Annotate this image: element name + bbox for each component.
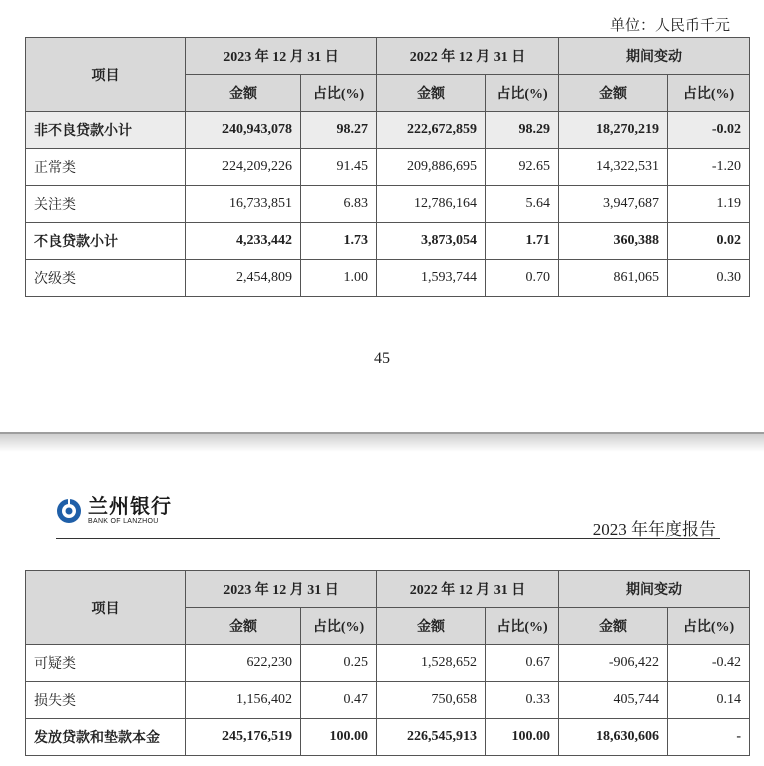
row-label-cell: 可疑类 bbox=[26, 645, 186, 682]
header-period-2023: 2023 年 12 月 31 日 bbox=[186, 38, 377, 75]
amount-2022-cell: 12,786,164 bbox=[377, 186, 486, 223]
bank-logo bbox=[56, 496, 172, 525]
change-ratio-cell: -1.20 bbox=[668, 149, 750, 186]
header-period-2022: 2022 年 12 月 31 日 bbox=[377, 38, 559, 75]
ratio-2023-cell: 0.47 bbox=[301, 682, 377, 719]
amount-2023-cell: 245,176,519 bbox=[186, 719, 301, 756]
ratio-2023-cell: 1.73 bbox=[301, 223, 377, 260]
ratio-2023-cell: 100.00 bbox=[301, 719, 377, 756]
table-row bbox=[26, 186, 750, 223]
row-label-cell: 发放贷款和垫款本金 bbox=[26, 719, 186, 756]
header-period-2022: 2022 年 12 月 31 日 bbox=[377, 571, 559, 608]
header-amount: 金额 bbox=[186, 75, 301, 112]
table-row bbox=[26, 719, 750, 756]
table-row bbox=[26, 645, 750, 682]
header-item: 项目 bbox=[26, 571, 186, 645]
header-amount: 金额 bbox=[377, 608, 486, 645]
header-ratio: 占比(%) bbox=[301, 608, 377, 645]
change-amount-cell: -906,422 bbox=[559, 645, 668, 682]
ratio-2022-cell: 98.29 bbox=[486, 112, 559, 149]
page-divider bbox=[0, 432, 764, 452]
header-ratio: 占比(%) bbox=[668, 608, 750, 645]
ratio-2022-cell: 92.65 bbox=[486, 149, 559, 186]
change-ratio-cell: 0.30 bbox=[668, 260, 750, 297]
row-label-cell: 不良贷款小计 bbox=[26, 223, 186, 260]
amount-2022-cell: 1,528,652 bbox=[377, 645, 486, 682]
amount-2022-cell: 209,886,695 bbox=[377, 149, 486, 186]
change-ratio-cell: -0.02 bbox=[668, 112, 750, 149]
header-change: 期间变动 bbox=[559, 38, 750, 75]
change-amount-cell: 3,947,687 bbox=[559, 186, 668, 223]
change-amount-cell: 14,322,531 bbox=[559, 149, 668, 186]
ratio-2022-cell: 0.70 bbox=[486, 260, 559, 297]
amount-2022-cell: 226,545,913 bbox=[377, 719, 486, 756]
header-amount: 金额 bbox=[186, 608, 301, 645]
header-ratio: 占比(%) bbox=[486, 75, 559, 112]
table-row bbox=[26, 682, 750, 719]
table-row bbox=[26, 260, 750, 297]
row-label-cell: 次级类 bbox=[26, 260, 186, 297]
ratio-2023-cell: 91.45 bbox=[301, 149, 377, 186]
amount-2023-cell: 240,943,078 bbox=[186, 112, 301, 149]
table-row bbox=[26, 223, 750, 260]
table-row bbox=[26, 112, 750, 149]
change-ratio-cell: - bbox=[668, 719, 750, 756]
header-ratio: 占比(%) bbox=[486, 608, 559, 645]
logo-name-en: BANK OF LANZHOU bbox=[88, 518, 159, 525]
row-label-cell: 非不良贷款小计 bbox=[26, 112, 186, 149]
ratio-2022-cell: 0.67 bbox=[486, 645, 559, 682]
amount-2022-cell: 750,658 bbox=[377, 682, 486, 719]
change-amount-cell: 18,630,606 bbox=[559, 719, 668, 756]
header-ratio: 占比(%) bbox=[301, 75, 377, 112]
change-ratio-cell: -0.42 bbox=[668, 645, 750, 682]
bank-emblem-icon bbox=[56, 498, 82, 524]
row-label-cell: 关注类 bbox=[26, 186, 186, 223]
amount-2023-cell: 16,733,851 bbox=[186, 186, 301, 223]
amount-2022-cell: 222,672,859 bbox=[377, 112, 486, 149]
change-ratio-cell: 1.19 bbox=[668, 186, 750, 223]
header-rule bbox=[56, 538, 720, 539]
ratio-2022-cell: 100.00 bbox=[486, 719, 559, 756]
ratio-2023-cell: 98.27 bbox=[301, 112, 377, 149]
change-amount-cell: 18,270,219 bbox=[559, 112, 668, 149]
ratio-2022-cell: 5.64 bbox=[486, 186, 559, 223]
amount-2023-cell: 1,156,402 bbox=[186, 682, 301, 719]
ratio-2022-cell: 1.71 bbox=[486, 223, 559, 260]
row-label-cell: 损失类 bbox=[26, 682, 186, 719]
header-change: 期间变动 bbox=[559, 571, 750, 608]
row-label-cell: 正常类 bbox=[26, 149, 186, 186]
amount-2022-cell: 1,593,744 bbox=[377, 260, 486, 297]
amount-2023-cell: 2,454,809 bbox=[186, 260, 301, 297]
header-amount: 金额 bbox=[559, 75, 668, 112]
page-number: 45 bbox=[374, 350, 390, 367]
loan-classification-table-1 bbox=[25, 37, 750, 297]
amount-2023-cell: 4,233,442 bbox=[186, 223, 301, 260]
loan-classification-table-2 bbox=[25, 570, 750, 756]
logo-name-cn: 兰州银行 bbox=[88, 494, 172, 518]
header-item: 项目 bbox=[26, 38, 186, 112]
change-amount-cell: 360,388 bbox=[559, 223, 668, 260]
unit-label: 单位：人民币千元 bbox=[609, 18, 730, 34]
change-amount-cell: 405,744 bbox=[559, 682, 668, 719]
header-ratio: 占比(%) bbox=[668, 75, 750, 112]
change-amount-cell: 861,065 bbox=[559, 260, 668, 297]
amount-2023-cell: 622,230 bbox=[186, 645, 301, 682]
change-ratio-cell: 0.02 bbox=[668, 223, 750, 260]
header-period-2023: 2023 年 12 月 31 日 bbox=[186, 571, 377, 608]
ratio-2022-cell: 0.33 bbox=[486, 682, 559, 719]
header-amount: 金额 bbox=[559, 608, 668, 645]
header-amount: 金额 bbox=[377, 75, 486, 112]
amount-2022-cell: 3,873,054 bbox=[377, 223, 486, 260]
ratio-2023-cell: 0.25 bbox=[301, 645, 377, 682]
ratio-2023-cell: 1.00 bbox=[301, 260, 377, 297]
report-title: 2023 年年度报告 bbox=[592, 520, 716, 539]
ratio-2023-cell: 6.83 bbox=[301, 186, 377, 223]
table-row bbox=[26, 149, 750, 186]
amount-2023-cell: 224,209,226 bbox=[186, 149, 301, 186]
change-ratio-cell: 0.14 bbox=[668, 682, 750, 719]
